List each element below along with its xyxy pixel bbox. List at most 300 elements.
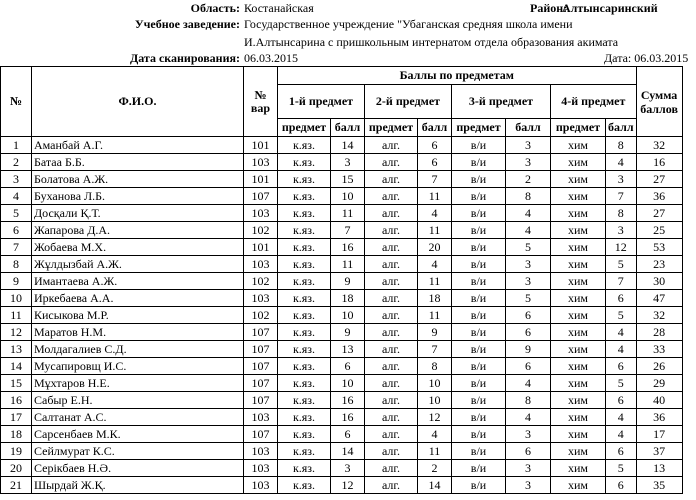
variant-number: 102 <box>244 273 278 290</box>
variant-number: 107 <box>244 188 278 205</box>
table-row <box>1 409 683 426</box>
subject-2-score: 4 <box>418 205 452 222</box>
variant-number: 107 <box>244 341 278 358</box>
subject-4-name: хим <box>551 358 606 375</box>
subject-4-score: 4 <box>606 324 637 341</box>
subject-2-name: алг. <box>365 290 418 307</box>
subject-3-score: 6 <box>506 443 551 460</box>
subject-3-name: в/и <box>452 290 506 307</box>
subject-3-score: 3 <box>506 273 551 290</box>
table-row <box>1 392 683 409</box>
subject-3-name: в/и <box>452 137 506 154</box>
total-score: 37 <box>636 443 682 460</box>
subject-4-name: хим <box>551 324 606 341</box>
subject-1-name: к.яз. <box>278 154 331 171</box>
region-row <box>0 0 696 16</box>
subject-2-name: алг. <box>365 375 418 392</box>
subject-3-score: 3 <box>506 137 551 154</box>
row-number: 13 <box>1 341 32 358</box>
student-name: Кисыкова М.Р. <box>32 307 244 324</box>
subject-2-score: 6 <box>418 137 452 154</box>
subject-2-score: 18 <box>418 290 452 307</box>
total-score: 32 <box>636 307 682 324</box>
row-number: 2 <box>1 154 32 171</box>
subject-1-score: 6 <box>331 426 365 443</box>
subject-1-name: к.яз. <box>278 392 331 409</box>
subject-1-name: к.яз. <box>278 205 331 222</box>
subject-3-score: 8 <box>506 188 551 205</box>
col-name-header: Ф.И.О. <box>32 67 244 137</box>
results-table <box>0 66 683 494</box>
subject-1-score: 10 <box>331 375 365 392</box>
total-score: 25 <box>636 222 682 239</box>
variant-number: 107 <box>244 426 278 443</box>
subject-2-name: алг. <box>365 171 418 188</box>
subject-4-score-header: балл <box>606 119 637 137</box>
subject-3-name: в/и <box>452 239 506 256</box>
student-name: Серікбаев Н.Ә. <box>32 460 244 477</box>
scan-value: 06.03.2015 <box>244 51 298 65</box>
row-number: 20 <box>1 460 32 477</box>
header-row-1 <box>1 67 683 85</box>
variant-number: 103 <box>244 256 278 273</box>
variant-number: 107 <box>244 375 278 392</box>
student-name: Жұлдызбай А.Ж. <box>32 256 244 273</box>
subject-4-score: 12 <box>606 239 637 256</box>
variant-number: 107 <box>244 392 278 409</box>
table-row <box>1 341 683 358</box>
report-date: Дата: 06.03.2015 <box>604 51 689 65</box>
subject-3-score: 4 <box>506 222 551 239</box>
student-name: Иркебаева А.А. <box>32 290 244 307</box>
subject-2-name: алг. <box>365 477 418 494</box>
subject-2-name: алг. <box>365 426 418 443</box>
subject-3-score: 4 <box>506 409 551 426</box>
subject-3-name: в/и <box>452 324 506 341</box>
subject-4-name: хим <box>551 409 606 426</box>
subject-1-score: 11 <box>331 205 365 222</box>
subject-1-score: 9 <box>331 273 365 290</box>
variant-number: 103 <box>244 154 278 171</box>
subject-4-score: 4 <box>606 341 637 358</box>
subject-1-score: 14 <box>331 137 365 154</box>
subject-4-score: 5 <box>606 375 637 392</box>
subject-2-score: 11 <box>418 307 452 324</box>
col-variant-header: № вар <box>244 67 278 137</box>
row-number: 11 <box>1 307 32 324</box>
subject-2-score: 6 <box>418 154 452 171</box>
subject-3-name: в/и <box>452 171 506 188</box>
table-row <box>1 443 683 460</box>
subject-2-score: 7 <box>418 341 452 358</box>
subject-3-name: в/и <box>452 477 506 494</box>
student-name: Батаа Б.Б. <box>32 154 244 171</box>
student-name: Аманбай А.Г. <box>32 137 244 154</box>
subject-3-name: в/и <box>452 358 506 375</box>
subject-1-score: 7 <box>331 222 365 239</box>
row-number: 9 <box>1 273 32 290</box>
school-line-1: Государственное учреждение "Убаганская средняя школа имени <box>244 17 573 31</box>
subject-4-score: 3 <box>606 171 637 188</box>
subject-1-name: к.яз. <box>278 426 331 443</box>
subject-2-score: 10 <box>418 375 452 392</box>
student-name: Сейлмурат К.С. <box>32 443 244 460</box>
variant-number: 103 <box>244 409 278 426</box>
school-label: Учебное заведение: <box>134 17 240 31</box>
variant-number: 103 <box>244 443 278 460</box>
subject-3-score-header: балл <box>506 119 551 137</box>
subject-2-name: алг. <box>365 324 418 341</box>
total-score: 16 <box>636 154 682 171</box>
subject-2-name: алг. <box>365 239 418 256</box>
subject-2-score: 11 <box>418 222 452 239</box>
variant-number: 103 <box>244 460 278 477</box>
total-score: 29 <box>636 375 682 392</box>
subject-4-score: 4 <box>606 426 637 443</box>
subject-2-score: 11 <box>418 188 452 205</box>
subject-1-score: 14 <box>331 443 365 460</box>
row-number: 1 <box>1 137 32 154</box>
subject-1-score: 10 <box>331 307 365 324</box>
subject-2-name: алг. <box>365 256 418 273</box>
col-total-header: Сумма баллов <box>636 67 682 137</box>
subject-4-score: 6 <box>606 290 637 307</box>
subject-4-name: хим <box>551 273 606 290</box>
subject-2-score: 9 <box>418 324 452 341</box>
total-score: 23 <box>636 256 682 273</box>
student-name: Мусапировщ И.С. <box>32 358 244 375</box>
subject-3-name: в/и <box>452 375 506 392</box>
table-row <box>1 426 683 443</box>
subject-3-score: 5 <box>506 239 551 256</box>
school-row <box>0 16 696 32</box>
subject-3-name: в/и <box>452 205 506 222</box>
row-number: 19 <box>1 443 32 460</box>
subject-3-score: 8 <box>506 392 551 409</box>
total-score: 28 <box>636 324 682 341</box>
total-score: 26 <box>636 358 682 375</box>
subject-4-score: 6 <box>606 392 637 409</box>
subject-1-score: 9 <box>331 324 365 341</box>
subject-2-name-header: предмет <box>365 119 418 137</box>
total-score: 30 <box>636 273 682 290</box>
subject-1-name: к.яз. <box>278 188 331 205</box>
subject-1-name: к.яз. <box>278 460 331 477</box>
subject-3-score: 9 <box>506 341 551 358</box>
table-row <box>1 307 683 324</box>
table-row <box>1 290 683 307</box>
subject-1-name: к.яз. <box>278 256 331 273</box>
region-value: Костанайская <box>244 1 314 15</box>
subject-1-name: к.яз. <box>278 137 331 154</box>
student-name: Сарсенбаев М.К. <box>32 426 244 443</box>
subject-2-name: алг. <box>365 205 418 222</box>
student-name: Шырдай Ж.Қ. <box>32 477 244 494</box>
total-score: 27 <box>636 171 682 188</box>
subject-1-score: 15 <box>331 171 365 188</box>
subject-2-score: 10 <box>418 392 452 409</box>
subject-4-header: 4-й предмет <box>551 85 637 119</box>
student-name: Мұхтаров Н.Е. <box>32 375 244 392</box>
subject-4-name-header: предмет <box>551 119 606 137</box>
subject-4-score: 4 <box>606 154 637 171</box>
total-score: 33 <box>636 341 682 358</box>
table-row <box>1 460 683 477</box>
subject-3-score: 3 <box>506 460 551 477</box>
table-body <box>1 137 683 494</box>
student-name: Салтанат А.С. <box>32 409 244 426</box>
subject-2-score: 14 <box>418 477 452 494</box>
subject-1-score: 16 <box>331 239 365 256</box>
subject-4-name: хим <box>551 426 606 443</box>
total-score: 27 <box>636 205 682 222</box>
variant-number: 101 <box>244 171 278 188</box>
subject-3-score: 4 <box>506 205 551 222</box>
subject-4-score: 8 <box>606 205 637 222</box>
total-score: 32 <box>636 137 682 154</box>
subject-3-name: в/и <box>452 256 506 273</box>
variant-number: 107 <box>244 358 278 375</box>
subject-3-score: 5 <box>506 290 551 307</box>
row-number: 10 <box>1 290 32 307</box>
subject-3-name: в/и <box>452 341 506 358</box>
subject-3-score: 3 <box>506 477 551 494</box>
student-name: Жобаева М.Х. <box>32 239 244 256</box>
subject-2-score: 2 <box>418 460 452 477</box>
subject-2-score: 4 <box>418 426 452 443</box>
variant-number: 101 <box>244 137 278 154</box>
subject-2-score: 11 <box>418 443 452 460</box>
total-score: 13 <box>636 460 682 477</box>
subject-4-name: хим <box>551 341 606 358</box>
subject-3-name-header: предмет <box>452 119 506 137</box>
row-number: 12 <box>1 324 32 341</box>
row-number: 17 <box>1 409 32 426</box>
col-num-header: № <box>1 67 32 137</box>
row-number: 21 <box>1 477 32 494</box>
subject-4-name: хим <box>551 171 606 188</box>
row-number: 3 <box>1 171 32 188</box>
subject-1-name: к.яз. <box>278 375 331 392</box>
student-name: Болатова А.Ж. <box>32 171 244 188</box>
subject-2-name: алг. <box>365 341 418 358</box>
row-number: 16 <box>1 392 32 409</box>
subject-3-name: в/и <box>452 273 506 290</box>
row-number: 8 <box>1 256 32 273</box>
table-row <box>1 154 683 171</box>
subject-4-name: хим <box>551 222 606 239</box>
subject-3-score: 3 <box>506 426 551 443</box>
row-number: 7 <box>1 239 32 256</box>
subject-4-name: хим <box>551 290 606 307</box>
district-value: Алтынсаринский <box>562 1 658 15</box>
student-name: Сабыр Е.Н. <box>32 392 244 409</box>
variant-number: 107 <box>244 324 278 341</box>
subject-1-score: 10 <box>331 188 365 205</box>
subject-1-score: 18 <box>331 290 365 307</box>
subject-1-name: к.яз. <box>278 324 331 341</box>
subject-1-name: к.яз. <box>278 290 331 307</box>
subject-2-score: 12 <box>418 409 452 426</box>
table-row <box>1 239 683 256</box>
row-number: 4 <box>1 188 32 205</box>
subject-3-name: в/и <box>452 443 506 460</box>
subject-2-score: 20 <box>418 239 452 256</box>
subject-3-name: в/и <box>452 222 506 239</box>
table-row <box>1 273 683 290</box>
subject-1-score: 16 <box>331 409 365 426</box>
subject-2-score-header: балл <box>418 119 452 137</box>
table-row <box>1 188 683 205</box>
subject-1-name: к.яз. <box>278 307 331 324</box>
subject-2-name: алг. <box>365 358 418 375</box>
subject-1-name: к.яз. <box>278 477 331 494</box>
subject-1-name: к.яз. <box>278 409 331 426</box>
table-row <box>1 222 683 239</box>
subject-2-name: алг. <box>365 188 418 205</box>
subject-2-name: алг. <box>365 137 418 154</box>
variant-number: 102 <box>244 307 278 324</box>
subject-4-score: 5 <box>606 460 637 477</box>
subject-1-score: 16 <box>331 392 365 409</box>
table-row <box>1 477 683 494</box>
total-score: 40 <box>636 392 682 409</box>
row-number: 18 <box>1 426 32 443</box>
student-name: Маратов Н.М. <box>32 324 244 341</box>
variant-number: 103 <box>244 477 278 494</box>
subject-4-name: хим <box>551 392 606 409</box>
subject-3-score: 6 <box>506 324 551 341</box>
student-name: Молдагалиев С.Д. <box>32 341 244 358</box>
subject-4-score: 7 <box>606 188 637 205</box>
subject-4-score: 6 <box>606 477 637 494</box>
subject-2-name: алг. <box>365 443 418 460</box>
scan-row <box>0 50 696 66</box>
student-name: Жапарова Д.А. <box>32 222 244 239</box>
school-line-2: И.Алтынсарина с пришкольным интернатом отдела образования акимата <box>244 35 619 49</box>
subject-1-name: к.яз. <box>278 443 331 460</box>
subject-4-score: 5 <box>606 307 637 324</box>
subject-2-score: 8 <box>418 358 452 375</box>
total-score: 36 <box>636 409 682 426</box>
subject-1-score: 6 <box>331 358 365 375</box>
district-label: Район: <box>530 1 568 15</box>
subject-2-score: 11 <box>418 273 452 290</box>
total-score: 35 <box>636 477 682 494</box>
subject-3-score: 4 <box>506 375 551 392</box>
subject-1-name: к.яз. <box>278 358 331 375</box>
subject-2-name: алг. <box>365 154 418 171</box>
subject-1-name: к.яз. <box>278 222 331 239</box>
table-row <box>1 171 683 188</box>
subject-3-name: в/и <box>452 392 506 409</box>
subject-1-name-header: предмет <box>278 119 331 137</box>
subject-3-name: в/и <box>452 426 506 443</box>
row-number: 6 <box>1 222 32 239</box>
total-score: 36 <box>636 188 682 205</box>
subject-4-name: хим <box>551 154 606 171</box>
table-row <box>1 358 683 375</box>
subject-1-name: к.яз. <box>278 171 331 188</box>
subject-4-name: хим <box>551 443 606 460</box>
subject-3-score: 6 <box>506 358 551 375</box>
subject-4-score: 3 <box>606 222 637 239</box>
subject-4-name: хим <box>551 188 606 205</box>
table-row <box>1 137 683 154</box>
table-row <box>1 324 683 341</box>
variant-number: 103 <box>244 290 278 307</box>
subject-4-name: хим <box>551 307 606 324</box>
subject-3-name: в/и <box>452 307 506 324</box>
scores-group-header: Баллы по предметам <box>278 67 637 85</box>
subject-4-score: 5 <box>606 256 637 273</box>
subject-1-name: к.яз. <box>278 341 331 358</box>
student-name: Досқали Қ.Т. <box>32 205 244 222</box>
subject-1-score: 13 <box>331 341 365 358</box>
scan-label: Дата сканирования: <box>129 51 240 65</box>
subject-4-name: хим <box>551 256 606 273</box>
subject-2-header: 2-й предмет <box>365 85 452 119</box>
subject-4-name: хим <box>551 205 606 222</box>
subject-1-score: 11 <box>331 256 365 273</box>
subject-4-name: хим <box>551 375 606 392</box>
subject-4-name: хим <box>551 477 606 494</box>
subject-2-score: 7 <box>418 171 452 188</box>
subject-1-name: к.яз. <box>278 239 331 256</box>
student-name: Буханова Л.Б. <box>32 188 244 205</box>
subject-1-header: 1-й предмет <box>278 85 365 119</box>
subject-4-name: хим <box>551 137 606 154</box>
subject-4-score: 7 <box>606 273 637 290</box>
subject-2-name: алг. <box>365 392 418 409</box>
student-name: Имантаева А.Ж. <box>32 273 244 290</box>
total-score: 47 <box>636 290 682 307</box>
variant-number: 101 <box>244 239 278 256</box>
region-label: Область: <box>190 1 240 15</box>
row-number: 5 <box>1 205 32 222</box>
subject-4-name: хим <box>551 460 606 477</box>
subject-2-name: алг. <box>365 409 418 426</box>
subject-4-score: 4 <box>606 409 637 426</box>
subject-2-name: алг. <box>365 307 418 324</box>
subject-2-score: 4 <box>418 256 452 273</box>
table-row <box>1 256 683 273</box>
table-row <box>1 205 683 222</box>
school-row-2 <box>0 34 696 50</box>
variant-number: 103 <box>244 205 278 222</box>
subject-1-score: 12 <box>331 477 365 494</box>
subject-3-name: в/и <box>452 188 506 205</box>
subject-2-name: алг. <box>365 222 418 239</box>
subject-3-name: в/и <box>452 460 506 477</box>
row-number: 14 <box>1 358 32 375</box>
variant-number: 102 <box>244 222 278 239</box>
total-score: 53 <box>636 239 682 256</box>
subject-2-name: алг. <box>365 460 418 477</box>
subject-1-score: 3 <box>331 460 365 477</box>
subject-3-name: в/и <box>452 409 506 426</box>
subject-3-score: 2 <box>506 171 551 188</box>
total-score: 17 <box>636 426 682 443</box>
subject-3-score: 6 <box>506 307 551 324</box>
subject-2-name: алг. <box>365 273 418 290</box>
table-row <box>1 375 683 392</box>
subject-1-name: к.яз. <box>278 273 331 290</box>
subject-3-score: 3 <box>506 256 551 273</box>
subject-4-name: хим <box>551 239 606 256</box>
subject-3-header: 3-й предмет <box>452 85 551 119</box>
subject-4-score: 8 <box>606 137 637 154</box>
